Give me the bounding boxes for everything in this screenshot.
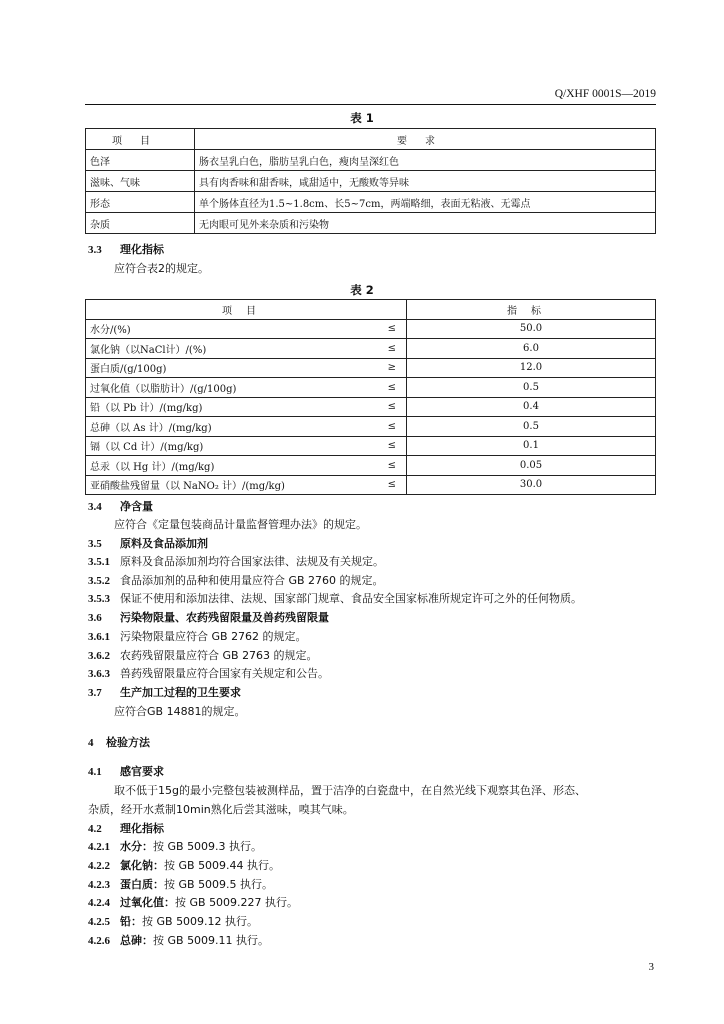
table-cell: ≥	[362, 358, 407, 378]
table-cell: ≤	[362, 436, 407, 456]
table-cell: 杂质	[86, 213, 195, 234]
table-row	[86, 150, 656, 171]
table-cell: 0.1	[407, 436, 656, 456]
table-row	[86, 397, 656, 417]
table-row	[86, 417, 656, 437]
table-cell: 水分/(%)	[86, 319, 363, 339]
table-header-item: 项目	[86, 129, 195, 150]
table-header-value: 指标	[407, 300, 656, 320]
table-cell: 30.0	[407, 475, 656, 495]
table-cell: 色泽	[86, 150, 195, 171]
standard-code: Q/XHF 0001S—2019	[554, 88, 656, 100]
header-rule	[85, 104, 656, 105]
section-4-2-2: 4.2.2 氯化钠：按 GB 5009.44 执行。	[88, 859, 281, 872]
page-number: 3	[648, 961, 654, 973]
section-3-3-text: 应符合表2的规定。	[114, 262, 209, 275]
table-cell: 0.4	[407, 397, 656, 417]
section-4-2-heading: 4.2 理化指标	[88, 822, 164, 835]
table-cell: 镉（以 Cd 计）/(mg/kg)	[86, 436, 363, 456]
table-header-row	[86, 129, 656, 150]
table-cell: 亚硝酸盐残留量（以 NaNO₂ 计）/(mg/kg)	[86, 475, 363, 495]
section-4-2-4: 4.2.4 过氧化值：按 GB 5009.227 执行。	[88, 896, 299, 909]
table-header-item: 项目	[86, 300, 407, 320]
table-cell: 具有肉香味和甜香味，咸甜适中，无酸败等异味	[195, 171, 656, 192]
table-cell: 总砷（以 As 计）/(mg/kg)	[86, 417, 363, 437]
table-cell: 氯化钠（以NaCl计）/(%)	[86, 339, 363, 359]
section-4-2-6: 4.2.6 总砷：按 GB 5009.11 执行。	[88, 934, 270, 947]
section-3-5-heading: 3.5 原料及食品添加剂	[88, 537, 208, 550]
table-cell: 0.5	[407, 417, 656, 437]
table-row	[86, 358, 656, 378]
table-cell: 无肉眼可见外来杂质和污染物	[195, 213, 656, 234]
table-cell: 0.05	[407, 456, 656, 476]
table-row	[86, 319, 656, 339]
table1-caption: 表 1	[350, 111, 374, 125]
table-cell: 形态	[86, 192, 195, 213]
table-cell: ≤	[362, 475, 407, 495]
table-cell: ≤	[362, 378, 407, 398]
section-4-1-heading: 4.1 感官要求	[88, 765, 164, 778]
section-3-6-1: 3.6.1 污染物限量应符合 GB 2762 的规定。	[88, 630, 307, 643]
section-4-heading: 4 检验方法	[88, 736, 150, 749]
table-cell: 过氧化值（以脂肪计）/(g/100g)	[86, 378, 363, 398]
table-header-requirement: 要求	[195, 129, 656, 150]
table-cell: 滋味、气味	[86, 171, 195, 192]
table-cell: 蛋白质/(g/100g)	[86, 358, 363, 378]
table-row	[86, 436, 656, 456]
table-row	[86, 339, 656, 359]
table-cell: 铅（以 Pb 计）/(mg/kg)	[86, 397, 363, 417]
table2-caption: 表 2	[350, 283, 374, 297]
section-3-7-heading: 3.7 生产加工过程的卫生要求	[88, 686, 241, 699]
sensory-table	[85, 128, 656, 234]
section-3-5-1: 3.5.1 原料及食品添加剂均符合国家法律、法规及有关规定。	[88, 555, 384, 568]
table-cell: 总汞（以 Hg 计）/(mg/kg)	[86, 456, 363, 476]
table-row	[86, 192, 656, 213]
section-3-6-2: 3.6.2 农药残留限量应符合 GB 2763 的规定。	[88, 649, 318, 662]
physchem-table	[85, 299, 656, 495]
table-cell: ≤	[362, 456, 407, 476]
section-4-1-text-line2: 杂质，经开水煮制10min熟化后尝其滋味，嗅其气味。	[88, 803, 354, 816]
table-row	[86, 456, 656, 476]
section-4-2-3: 4.2.3 蛋白质：按 GB 5009.5 执行。	[88, 878, 274, 891]
section-3-5-3: 3.5.3 保证不使用和添加法律、法规、国家部门规章、食品安全国家标准所规定许可之外的任何物质。	[88, 592, 582, 605]
table-row	[86, 171, 656, 192]
table-cell: 12.0	[407, 358, 656, 378]
section-3-6-3: 3.6.3 兽药残留限量应符合国家有关规定和公告。	[88, 667, 329, 680]
table-cell: 单个肠体直径为1.5~1.8cm、长5~7cm，两端略细，表面无粘液、无霉点	[195, 192, 656, 213]
section-4-1-text-line1: 取不低于15g的最小完整包装被测样品，置于洁净的白瓷盘中，在自然光线下观察其色泽、形态、	[114, 784, 586, 797]
section-3-6-heading: 3.6 污染物限量、农药残留限量及兽药残留限量	[88, 611, 329, 624]
section-4-2-1: 4.2.1 水分：按 GB 5009.3 执行。	[88, 840, 263, 853]
table-cell: ≤	[362, 319, 407, 339]
table-cell: ≤	[362, 397, 407, 417]
table-row	[86, 378, 656, 398]
section-3-5-2: 3.5.2 食品添加剂的品种和使用量应符合 GB 2760 的规定。	[88, 574, 384, 587]
table-row	[86, 213, 656, 234]
section-3-4-heading: 3.4 净含量	[88, 500, 153, 513]
table-cell: ≤	[362, 339, 407, 359]
table-cell: 6.0	[407, 339, 656, 359]
table-cell: ≤	[362, 417, 407, 437]
table-cell: 肠衣呈乳白色，脂肪呈乳白色，瘦肉呈深红色	[195, 150, 656, 171]
table-row	[86, 475, 656, 495]
section-3-7-text: 应符合GB 14881的规定。	[114, 705, 246, 718]
section-4-2-5: 4.2.5 铅：按 GB 5009.12 执行。	[88, 915, 259, 928]
table-cell: 0.5	[407, 378, 656, 398]
section-3-4-text: 应符合《定量包装商品计量监督管理办法》的规定。	[114, 518, 367, 531]
table-cell: 50.0	[407, 319, 656, 339]
table-header-row	[86, 300, 656, 320]
section-3-3-heading: 3.3 理化指标	[88, 243, 164, 256]
